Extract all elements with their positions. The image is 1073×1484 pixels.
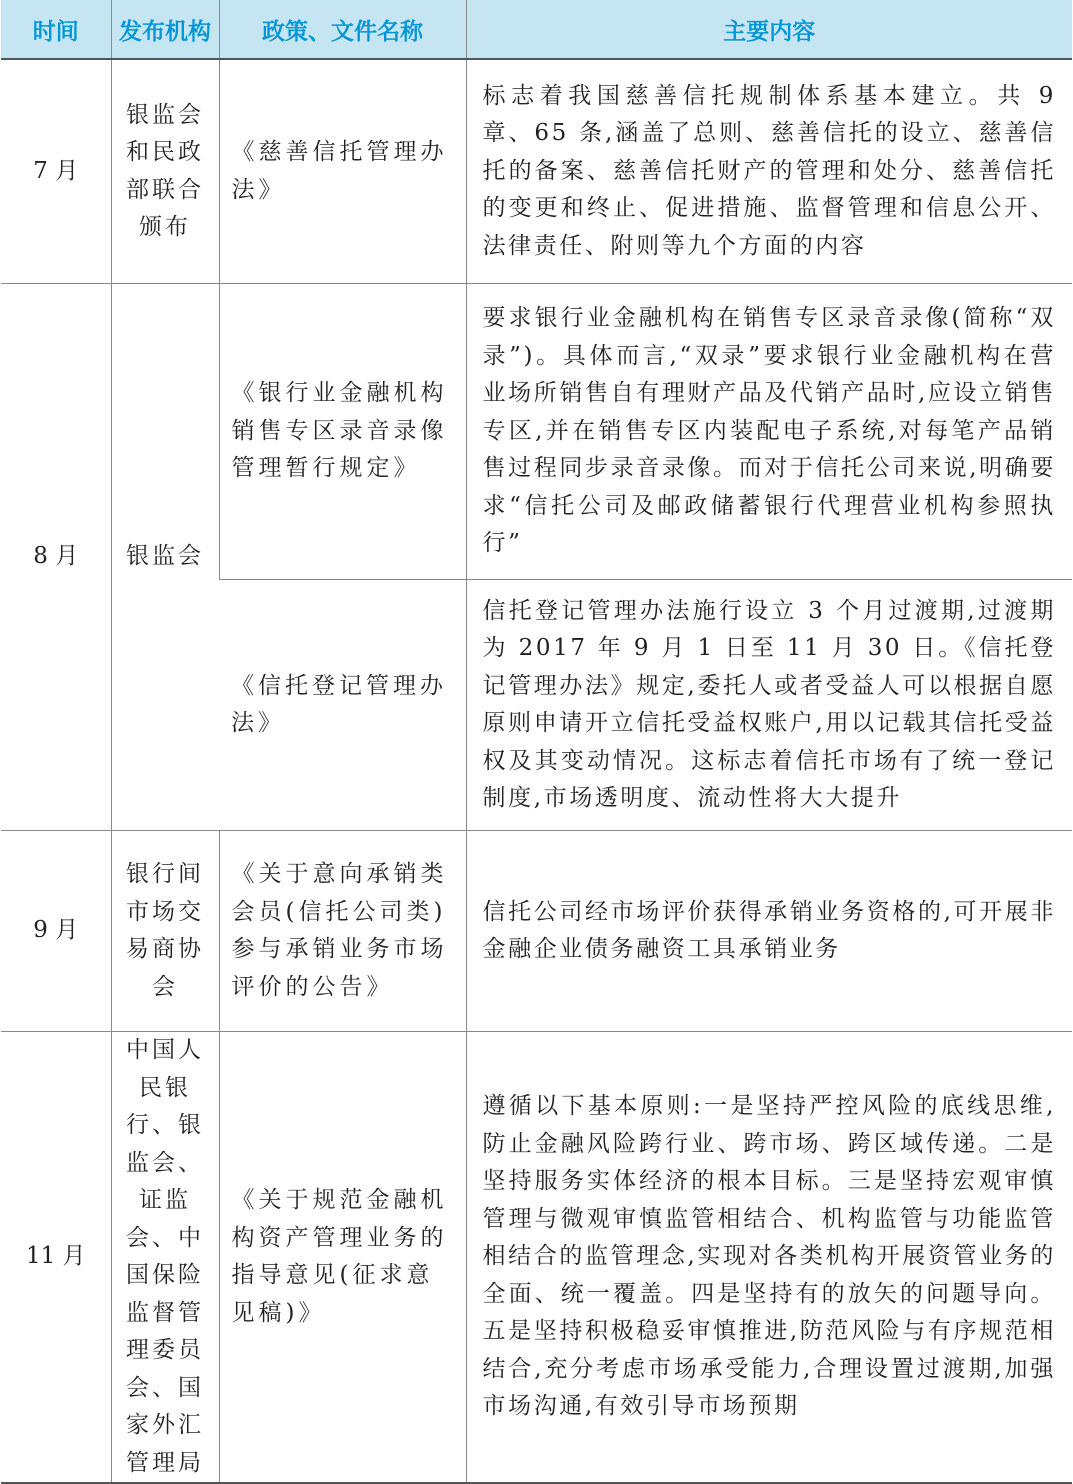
header-content: 主要内容 xyxy=(466,0,1072,59)
row-time: 8 月 xyxy=(1,284,111,831)
header-org: 发布机构 xyxy=(111,0,219,59)
header-time: 时间 xyxy=(1,0,111,59)
row-org: 银监会 xyxy=(111,284,219,831)
row-time: 9 月 xyxy=(1,831,111,1032)
row-content: 信托公司经市场评价获得承销业务资格的,可开展非金融企业债务融资工具承销业务 xyxy=(466,831,1072,1032)
table-header-row xyxy=(1,0,1072,59)
row-policy-name: 《慈善信托管理办法》 xyxy=(219,59,466,284)
table-row xyxy=(1,1032,1072,1484)
row-org: 银行间市场交易商协会 xyxy=(111,831,219,1032)
table-row xyxy=(1,59,1072,284)
row-content: 信托登记管理办法施行设立 3 个月过渡期,过渡期为 2017 年 9 月 1 日至 11 月 30 日。《信托登记管理办法》规定,委托人或者受益人可以根据自愿原则申请开立信托受益权账户,用以记载其信托受益权及其变动情况。这标志着信托市场有了统一登记制度,市场透明度、流动性将大大提升 xyxy=(466,580,1072,831)
row-org: 银监会和民政部联合颁布 xyxy=(111,59,219,284)
row-policy-name: 《信托登记管理办法》 xyxy=(219,580,466,831)
policy-table xyxy=(1,0,1072,1484)
row-policy-name: 《关于规范金融机构资产管理业务的指导意见(征求意见稿)》 xyxy=(219,1032,466,1484)
row-time: 7 月 xyxy=(1,59,111,284)
row-content: 要求银行业金融机构在销售专区录音录像(简称“双录”)。具体而言,“双录”要求银行业金融机构在营业场所销售自有理财产品及代销产品时,应设立销售专区,并在销售专区内装配电子系统,对每笔产品销售过程同步录音录像。而对于信托公司来说,明确要求“信托公司及邮政储蓄银行代理营业机构参照执行” xyxy=(466,284,1072,580)
row-org: 中国人民银行、银监会、证监会、中国保险监督管理委员会、国家外汇管理局 xyxy=(111,1032,219,1484)
row-content: 遵循以下基本原则:一是坚持严控风险的底线思维,防止金融风险跨行业、跨市场、跨区域传递。二是坚持服务实体经济的根本目标。三是坚持宏观审慎管理与微观审慎监管相结合、机构监管与功能监管相结合的监管理念,实现对各类机构开展资管业务的全面、统一覆盖。四是坚持有的放矢的问题导向。五是坚持积极稳妥审慎推进,防范风险与有序规范相结合,充分考虑市场承受能力,合理设置过渡期,加强市场沟通,有效引导市场预期 xyxy=(466,1032,1072,1484)
row-content: 标志着我国慈善信托规制体系基本建立。共 9 章、65 条,涵盖了总则、慈善信托的设立、慈善信托的备案、慈善信托财产的管理和处分、慈善信托的变更和终止、促进措施、监督管理和信息公开、法律责任、附则等九个方面的内容 xyxy=(466,59,1072,284)
row-time: 11 月 xyxy=(1,1032,111,1484)
header-name: 政策、文件名称 xyxy=(219,0,466,59)
table-row xyxy=(1,284,1072,580)
row-policy-name: 《关于意向承销类会员(信托公司类)参与承销业务市场评价的公告》 xyxy=(219,831,466,1032)
table-row xyxy=(1,831,1072,1032)
row-policy-name: 《银行业金融机构销售专区录音录像管理暂行规定》 xyxy=(219,284,466,580)
